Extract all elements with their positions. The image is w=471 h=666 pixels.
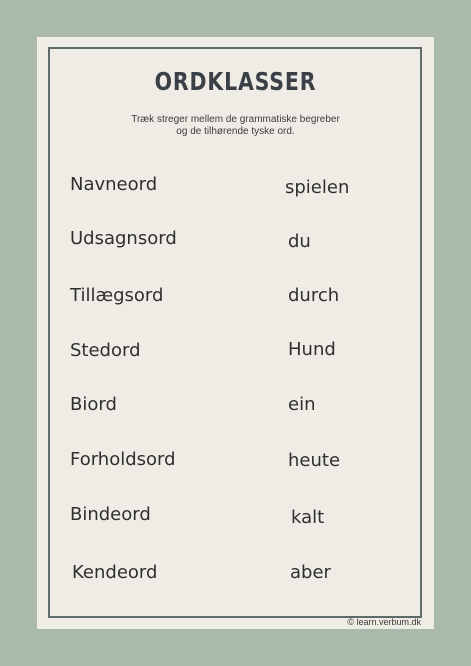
- term-udsagnsord: Udsagnsord: [70, 228, 177, 249]
- term-stedord: Stedord: [70, 340, 141, 361]
- term-tillaegsord: Tillægsord: [70, 285, 164, 306]
- word-spielen: spielen: [285, 177, 350, 198]
- word-durch: durch: [288, 285, 340, 306]
- word-heute: heute: [288, 450, 341, 471]
- term-biord: Biord: [70, 394, 117, 415]
- word-aber: aber: [290, 562, 331, 583]
- term-kendeord: Kendeord: [72, 562, 158, 583]
- instruction-line-1: Træk streger mellem de grammatiske begreber: [131, 114, 340, 125]
- worksheet-page: [37, 37, 434, 629]
- copyright-footer: © learn.verbum.dk: [347, 617, 421, 627]
- page-title: ORDKLASSER: [154, 67, 317, 96]
- instruction-line-2: og de tilhørende tyske ord.: [176, 126, 295, 137]
- term-navneord: Navneord: [70, 174, 158, 195]
- term-bindeord: Bindeord: [70, 504, 151, 525]
- term-forholdsord: Forholdsord: [70, 449, 176, 470]
- word-ein: ein: [288, 394, 316, 415]
- word-kalt: kalt: [291, 507, 325, 528]
- word-hund: Hund: [288, 339, 336, 360]
- word-du: du: [288, 231, 311, 252]
